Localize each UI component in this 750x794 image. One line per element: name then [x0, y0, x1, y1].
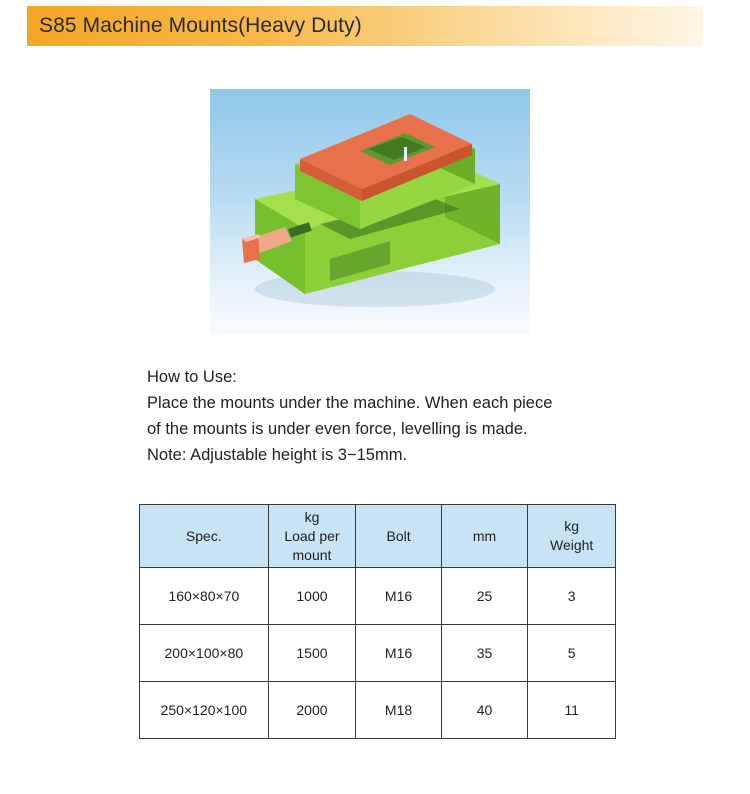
header-load-line2: mount: [292, 546, 332, 563]
cell-mm: 40: [441, 682, 528, 739]
product-image: [210, 89, 530, 334]
cell-bolt: M18: [356, 682, 442, 739]
cell-load: 1000: [268, 568, 356, 625]
usage-line-2: of the mounts is under even force, levelling is made.: [147, 420, 528, 438]
usage-note: Note: Adjustable height is 3−15mm.: [147, 446, 408, 464]
usage-heading: How to Use:: [147, 368, 237, 386]
title-bar: [27, 6, 703, 46]
table-header-row: [140, 505, 616, 568]
header-weight-unit: kg: [564, 518, 580, 534]
cell-spec: 250×120×100: [140, 682, 269, 739]
cell-mm: 35: [441, 625, 528, 682]
spec-table: [139, 504, 616, 739]
cell-mm: 25: [441, 568, 528, 625]
header-load: [268, 505, 356, 568]
cell-spec: 160×80×70: [140, 568, 269, 625]
page-title: S85 Machine Mounts(Heavy Duty): [39, 14, 362, 37]
header-weight: [528, 505, 616, 568]
machine-mount-illustration: [210, 89, 530, 334]
table-row: [140, 682, 616, 739]
table-row: [140, 625, 616, 682]
cell-load: 2000: [268, 682, 356, 739]
header-load-unit: kg: [304, 508, 320, 525]
cell-weight: 11: [528, 682, 616, 739]
header-mm: mm: [441, 505, 528, 568]
cell-spec: 200×100×80: [140, 625, 269, 682]
cell-weight: 5: [528, 625, 616, 682]
header-bolt: Bolt: [356, 505, 442, 568]
cell-weight: 3: [528, 568, 616, 625]
usage-instructions: [147, 364, 667, 468]
table-row: [140, 568, 616, 625]
cell-bolt: M16: [356, 568, 442, 625]
header-spec: Spec.: [140, 505, 269, 568]
usage-line-1: Place the mounts under the machine. When each piece: [147, 394, 553, 412]
cell-bolt: M16: [356, 625, 442, 682]
header-load-line1: Load per: [284, 527, 340, 544]
header-weight-label: Weight: [549, 537, 594, 553]
cell-load: 1500: [268, 625, 356, 682]
